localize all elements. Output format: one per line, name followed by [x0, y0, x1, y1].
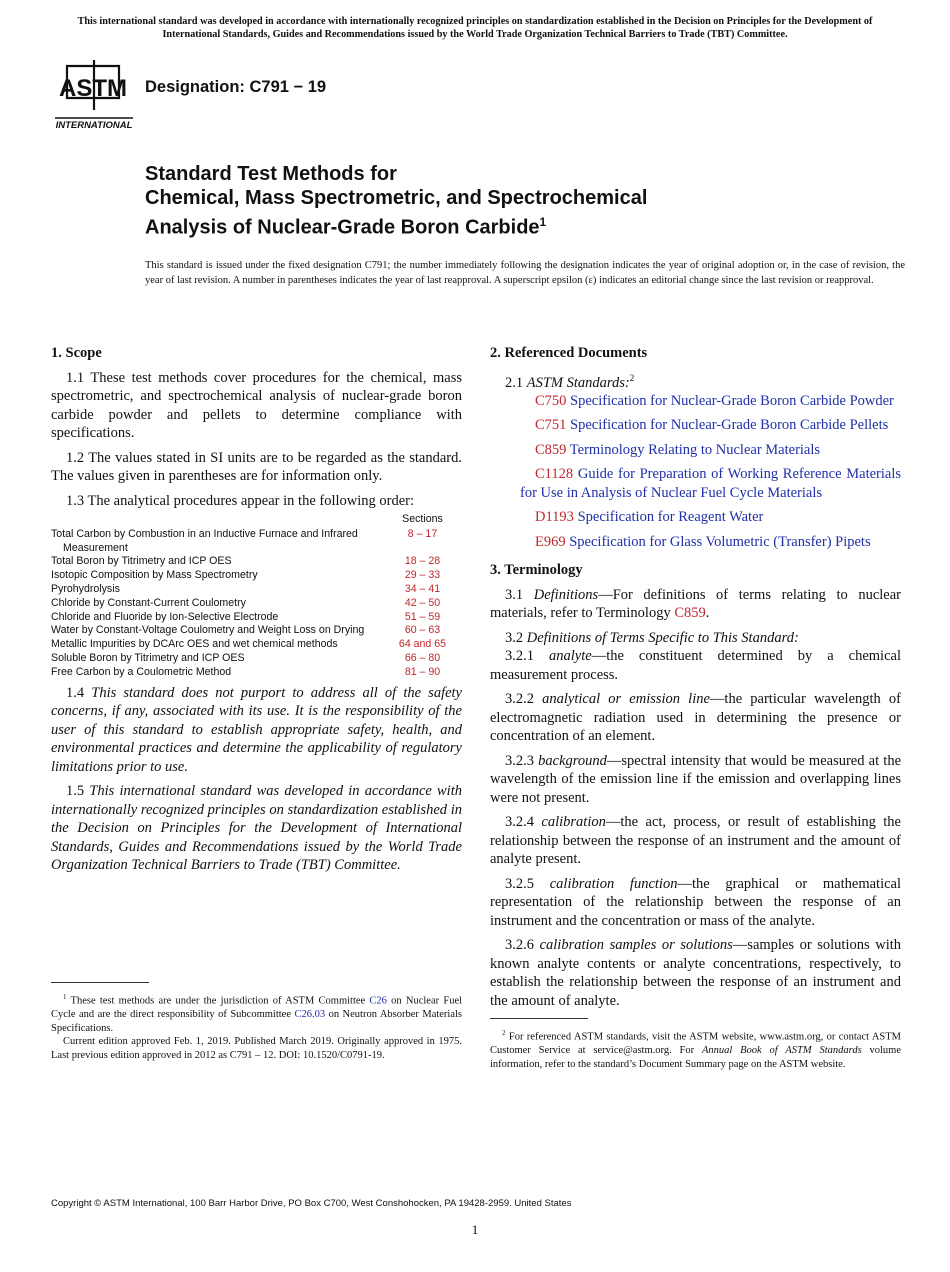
definition-list [490, 647, 901, 1010]
right-column [490, 344, 901, 1016]
procedure-name: Water by Constant-Voltage Coulometry and Weight Loss on Drying [51, 624, 365, 637]
reference-title-link[interactable]: Specification for Glass Volumetric (Transfer) Pipets [569, 533, 871, 550]
definition-item [490, 647, 901, 684]
logo-text: ASTM [59, 75, 127, 102]
link-c859[interactable]: C859 [674, 605, 706, 622]
procedure-row [51, 569, 462, 583]
definition-number: 3.2.1 [505, 648, 534, 665]
document-title [145, 162, 905, 240]
title-line-3: Analysis of Nuclear-Grade Boron Carbide [145, 216, 540, 239]
reference-title-link[interactable]: Specification for Nuclear-Grade Boron Carbide Pellets [570, 417, 889, 434]
procedure-sections[interactable]: 66 – 80 [404, 651, 441, 664]
footnote-1-text: $^1$ These test methods are under the jurisdiction of ASTM Committee C26 on Nuclear Fuel Cycle and are the direct responsibility of Subcommittee C26.03 on Neutron Absorber Materials Specifications. [51, 993, 463, 1034]
page-number: 1 [471, 1222, 479, 1237]
link-c26[interactable]: C26 [369, 995, 387, 1007]
reference-code-link[interactable]: C859 [535, 441, 567, 458]
definition-text: —the constituent determined by a chemical measurement process. [490, 648, 901, 683]
procedure-sections[interactable]: 34 – 41 [404, 582, 441, 595]
logo-subtext: INTERNATIONAL [55, 120, 133, 131]
footnote-rule [51, 982, 149, 983]
reference-code-link[interactable]: C750 [535, 392, 567, 409]
title-line-1: Standard Test Methods for [145, 163, 397, 185]
link-c26-03[interactable]: C26.03 [294, 1009, 326, 1020]
procedure-name: Chloride by Constant-Current Coulometry [51, 596, 246, 609]
definition-term: calibration [541, 814, 606, 831]
definition-text: —the graphical or mathematical representation of the relationship between the response of an instrument and the concentration or mass of the analyte. [490, 875, 902, 929]
reference-item [490, 416, 901, 435]
definition-term: calibration function [549, 875, 678, 892]
procedure-row [51, 652, 462, 666]
reference-item [490, 508, 901, 527]
terminology-heading: 3. Terminology [490, 562, 583, 579]
reference-item [490, 465, 901, 502]
procedure-sections[interactable]: 8 – 17 [407, 527, 438, 540]
astm-standards-label: 2.1 ASTM Standards:$^2$ [505, 372, 635, 391]
reference-title-link[interactable]: Terminology Relating to Nuclear Materials [569, 441, 821, 458]
reference-item [490, 392, 901, 411]
procedure-row [51, 624, 462, 638]
edition-note: Current edition approved Feb. 1, 2019. Published March 2019. Originally approved in 1975. Last previous edition approved in 2012 as C791 – 12. DOI: 10.1520/C0791-19. [51, 1036, 462, 1061]
designation: Designation: C791 − 19 [145, 78, 327, 96]
reference-item [490, 533, 901, 552]
definition-text: —spectral intensity that would be measured at the wavelength of the emission line if the emission and overlapping lines were not present. [490, 752, 901, 806]
procedure-row [51, 583, 462, 597]
procedure-sections[interactable]: 18 – 28 [404, 555, 441, 568]
definition-number: 3.2.2 [505, 691, 534, 708]
scope-1-2: 1.2 The values stated in SI units are to be regarded as the standard. The values given in parentheses are for information only. [51, 449, 462, 484]
procedure-sections[interactable]: 81 – 90 [404, 665, 441, 678]
definition-number: 3.2.6 [505, 937, 534, 954]
scope-1-5: 1.5 This international standard was developed in accordance with internationally recognized principles on standardization established in the Decision on Principles for the Development of International Standards, Guides and Recommendations issued by the World Trade Organization Technical Barriers to Trade (TBT) Committee. [51, 783, 462, 874]
title-footnote-mark: 1 [539, 215, 547, 229]
terminology-3-2: 3.2 Definitions of Terms Specific to This Standard: [505, 629, 799, 646]
definition-term: background [538, 752, 607, 769]
procedure-name: Soluble Boron by Titrimetry and ICP OES [51, 651, 245, 664]
left-column [51, 344, 462, 881]
procedure-name: Total Boron by Titrimetry and ICP OES [51, 555, 232, 568]
procedure-sections[interactable]: 42 – 50 [404, 596, 441, 609]
procedure-sections[interactable]: 51 – 59 [404, 610, 441, 623]
procedure-sections[interactable]: 64 and 65 [398, 638, 447, 651]
footnote-1 [51, 982, 462, 1062]
procedure-name: Free Carbon by a Coulometric Method [51, 665, 232, 678]
definition-number: 3.2.3 [505, 752, 534, 769]
reference-list [490, 392, 901, 552]
copyright-line: Copyright © ASTM International, 100 Barr Harbor Drive, PO Box C700, West Conshohocken, PA 19428-2959. United States [51, 1198, 572, 1209]
definition-term: analytical or emission line [542, 691, 710, 708]
terminology-3-1: 3.1 Definitions—For definitions of terms relating to nuclear materials, refer to Terminology C859. [490, 586, 902, 622]
procedure-row [51, 597, 462, 611]
reference-item [490, 441, 901, 460]
scope-1-3: 1.3 The analytical procedures appear in the following order: [66, 492, 415, 509]
procedure-row [51, 528, 462, 556]
reference-code-link[interactable]: C751 [535, 417, 567, 434]
definition-text: —the particular wavelength of electromagnetic radiation used in determining the presence or concentration of an element. [490, 691, 902, 745]
procedure-sections[interactable]: 29 – 33 [404, 569, 441, 582]
sections-header: Sections [402, 513, 443, 525]
reference-code-link[interactable]: C1128 [535, 466, 574, 483]
procedure-row [51, 555, 462, 569]
scope-heading: 1. Scope [51, 345, 102, 361]
referenced-documents-heading: 2. Referenced Documents [490, 345, 648, 361]
footnote-2-text: $^2$ For referenced ASTM standards, visit the ASTM website, www.astm.org, or contact ASTM Customer Service at service@astm.org. For Annual Book of ASTM Standards volume information, refer to the standard’s Document Summary page on the ASTM website. [490, 1029, 901, 1070]
scope-1-4: 1.4 This standard does not purport to address all of the safety concerns, if any, associated with its use. It is the responsibility of the user of this standard to establish appropriate safety, health, and environmental practices and determine the applicability of regulatory limitations prior to use. [51, 684, 462, 775]
procedure-name: Pyrohydrolysis [51, 582, 120, 595]
definition-number: 3.2.4 [505, 814, 534, 831]
definition-item [490, 936, 901, 1010]
definition-item [490, 690, 901, 746]
issuance-statement: This standard is issued under the fixed designation C791; the number immediately following the designation indicates the year of original adoption or, in the case of revision, the year of last revision. A number in parentheses indicates the year of last reapproval. A superscript epsilon (ε) indicates an editorial change since the last revision or reapproval. [145, 260, 905, 286]
procedure-row [51, 611, 462, 625]
reference-title-link[interactable]: Specification for Reagent Water [577, 509, 764, 526]
scope-1-1: 1.1 These test methods cover procedures for the chemical, mass spectrometric, and spectrochemical analysis of nuclear-grade boron carbide powder and pellets to determine compliance with specifications. [51, 369, 462, 441]
definition-item [490, 813, 901, 869]
footnote-2 [490, 1018, 901, 1071]
procedure-name: Isotopic Composition by Mass Spectrometry [51, 569, 258, 582]
definition-item [490, 875, 901, 931]
procedure-row [51, 638, 462, 652]
definition-text: —samples or solutions with known analyte contents or analyte concentrations, respectively, to establish the relationship between the response of an instrument and the amount of analyte. [490, 937, 902, 1009]
reference-code-link[interactable]: D1193 [535, 509, 574, 526]
procedure-row [51, 666, 462, 680]
definition-item [490, 752, 901, 808]
definition-term: calibration samples or solutions [539, 937, 733, 954]
procedure-sections[interactable]: 60 – 63 [404, 624, 441, 637]
procedures-table [51, 512, 462, 680]
tbt-notice: This international standard was developed in accordance with internationally recognized principles on standardization established in the Decision on Principles for the Development of International Standards, Guides and Recommendations issued by the World Trade Organization Technical Barriers to Trade (TBT) Committee. [77, 16, 873, 40]
definition-text: —the act, process, or result of establishing the relationship between the response of an instrument and the amount of analyte present. [490, 814, 901, 868]
reference-title-link[interactable]: Specification for Nuclear-Grade Boron Carbide Powder [570, 392, 894, 409]
procedure-name: Metallic Impurities by DCArc OES and wet chemical methods [51, 638, 338, 651]
definition-number: 3.2.5 [505, 875, 534, 892]
reference-code-link[interactable]: E969 [535, 533, 566, 550]
reference-title-link[interactable]: Guide for Preparation of Working Reference Materials for Use in Analysis of Nuclear Fuel Cycle Materials [520, 466, 901, 501]
procedure-name: Total Carbon by Combustion in an Inductive Furnace and Infrared Measurement [51, 527, 358, 554]
procedure-name: Chloride and Fluoride by Ion-Selective Electrode [51, 610, 279, 623]
footnote-rule [490, 1018, 588, 1019]
title-line-2: Chemical, Mass Spectrometric, and Spectrochemical [145, 187, 648, 209]
astm-logo [53, 58, 135, 132]
definition-term: analyte [549, 648, 592, 665]
